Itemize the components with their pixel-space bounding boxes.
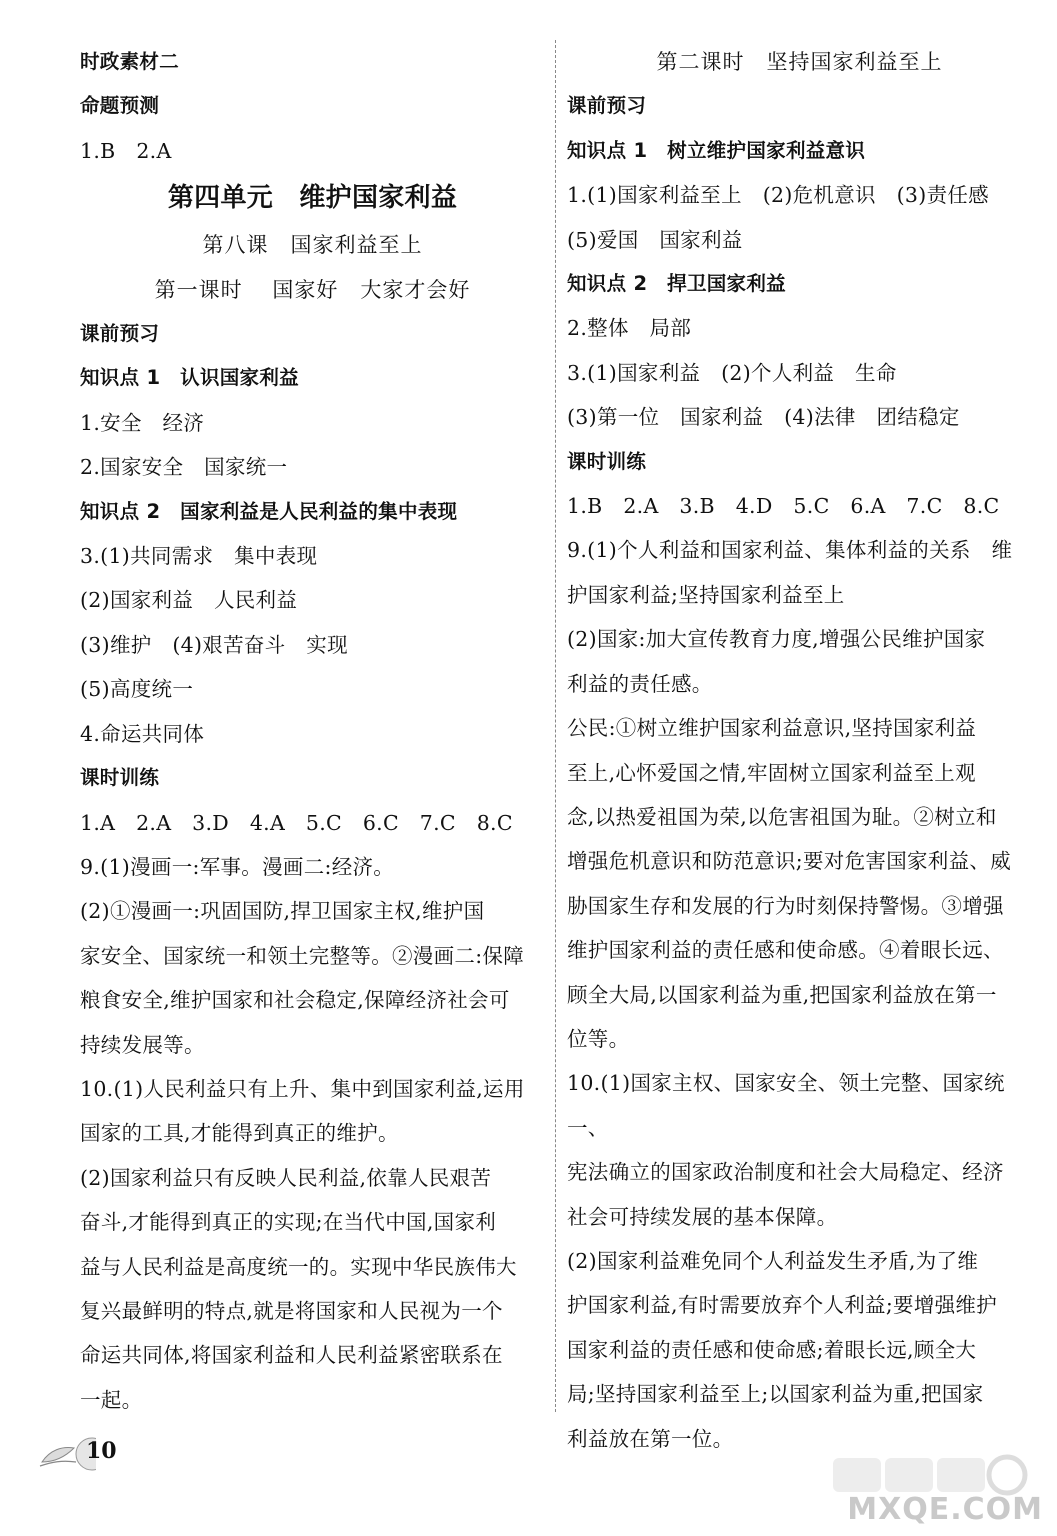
left-line: 一起。 — [80, 1387, 143, 1412]
left-line: 粮食安全,维护国家和社会稳定,保障经济社会可 — [80, 988, 510, 1013]
left-line: 课前预习 — [80, 322, 160, 346]
right-line: 位等。 — [567, 1026, 630, 1051]
left-line: (3)维护 (4)艰苦奋斗 实现 — [80, 632, 348, 657]
right-line: 社会可持续发展的基本保障。 — [567, 1204, 838, 1229]
left-line: 知识点 1 认识国家利益 — [80, 366, 299, 390]
left-line: 命题预测 — [80, 94, 160, 118]
right-line: 10.(1)国家主权、国家安全、领土完整、国家统一、 — [567, 1071, 1005, 1140]
left-line: 家安全、国家统一和领土完整等。②漫画二:保障 — [80, 943, 525, 968]
left-line: 持续发展等。 — [80, 1032, 205, 1057]
left-line: 知识点 2 国家利益是人民利益的集中表现 — [80, 499, 458, 523]
left-line: 10.(1)人民利益只有上升、集中到国家利益,运用 — [80, 1076, 525, 1101]
watermark-text: MXQE.COM — [847, 1492, 1043, 1527]
left-line: 1.A 2.A 3.D 4.A 5.C 6.C 7.C 8.C — [80, 810, 513, 835]
right-line: 2.整体 局部 — [567, 316, 692, 341]
left-line: (2)国家利益只有反映人民利益,依靠人民艰苦 — [80, 1165, 492, 1190]
left-line: 时政素材二 — [80, 50, 180, 73]
left-line: (2)国家利益 人民利益 — [80, 588, 298, 613]
right-line: 国家利益的责任感和使命感;着眼长远,顾全大 — [567, 1337, 977, 1362]
right-line: 护国家利益;坚持国家利益至上 — [567, 582, 845, 607]
left-line: 国家的工具,才能得到真正的维护。 — [80, 1121, 399, 1146]
left-line: 9.(1)漫画一:军事。漫画二:经济。 — [80, 854, 395, 879]
right-line: 第二课时 坚持国家利益至上 — [656, 50, 943, 74]
right-line: (3)第一位 国家利益 (4)法律 团结稳定 — [567, 405, 960, 430]
left-line: 4.命运共同体 — [80, 721, 205, 746]
right-line: (2)国家:加大宣传教育力度,增强公民维护国家 — [567, 627, 986, 652]
right-line: 护国家利益,有时需要放弃个人利益;要增强维护 — [567, 1293, 998, 1318]
left-line: 奋斗,才能得到真正的实现;在当代中国,国家利 — [80, 1210, 497, 1235]
right-column — [567, 40, 1032, 1461]
left-line: 1.B 2.A — [80, 138, 172, 163]
right-line: 公民:①树立维护国家利益意识,坚持国家利益 — [567, 716, 977, 741]
left-line: 2.国家安全 国家统一 — [80, 455, 288, 480]
right-line: 知识点 1 树立维护国家利益意识 — [567, 138, 866, 162]
right-line: 增强危机意识和防范意识;要对危害国家利益、威 — [567, 849, 1012, 874]
left-line: 第一课时 国家好 大家才会好 — [154, 277, 471, 302]
left-line: 益与人民利益是高度统一的。实现中华民族伟大 — [80, 1254, 517, 1279]
right-line: 3.(1)国家利益 (2)个人利益 生命 — [567, 360, 897, 385]
left-line: 第四单元 维护国家利益 — [167, 183, 458, 214]
left-line: 1.安全 经济 — [80, 410, 205, 435]
right-line: 课前预习 — [567, 94, 647, 118]
right-line: 宪法确立的国家政治制度和社会大局稳定、经济 — [567, 1160, 1004, 1185]
watermark-icon — [829, 1452, 1039, 1496]
right-line: 顾全大局,以国家利益为重,把国家利益放在第一 — [567, 982, 997, 1007]
right-line: 局;坚持国家利益至上;以国家利益为重,把国家 — [567, 1382, 984, 1407]
right-line: (5)爱国 国家利益 — [567, 227, 743, 252]
right-line: 利益的责任感。 — [567, 671, 713, 696]
right-line: 课时训练 — [567, 449, 647, 473]
right-line: 9.(1)个人利益和国家利益、集体利益的关系 维 — [567, 538, 1013, 563]
right-line: 维护国家利益的责任感和使命感。④着眼长远、 — [567, 938, 1004, 963]
right-line: 知识点 2 捍卫国家利益 — [567, 272, 786, 296]
right-line: 念,以热爱祖国为荣,以危害祖国为耻。②树立和 — [567, 804, 997, 829]
right-line: 1.(1)国家利益至上 (2)危机意识 (3)责任感 — [567, 183, 989, 208]
left-line: (2)①漫画一:巩固国防,捍卫国家主权,维护国 — [80, 899, 485, 924]
right-line: 胁国家生存和发展的行为时刻保持警惕。③增强 — [567, 893, 1004, 918]
left-line: (5)高度统一 — [80, 677, 194, 702]
left-line: 第八课 国家利益至上 — [202, 233, 423, 258]
left-line: 复兴最鲜明的特点,就是将国家和人民视为一个 — [80, 1298, 503, 1323]
left-line: 3.(1)共同需求 集中表现 — [80, 544, 318, 569]
left-line: 命运共同体,将国家利益和人民利益紧密联系在 — [80, 1343, 503, 1368]
column-divider — [555, 40, 556, 1412]
page-number: 10 — [86, 1438, 117, 1464]
right-line: 利益放在第一位。 — [567, 1426, 734, 1451]
right-line: 至上,心怀爱国之情,牢固树立国家利益至上观 — [567, 760, 976, 785]
right-line: 1.B 2.A 3.B 4.D 5.C 6.A 7.C 8.C — [567, 494, 1000, 519]
page-number-badge — [36, 1432, 136, 1472]
right-line: (2)国家利益难免同个人利益发生矛盾,为了维 — [567, 1248, 979, 1273]
left-column — [80, 40, 545, 1422]
left-line: 课时训练 — [80, 766, 160, 790]
